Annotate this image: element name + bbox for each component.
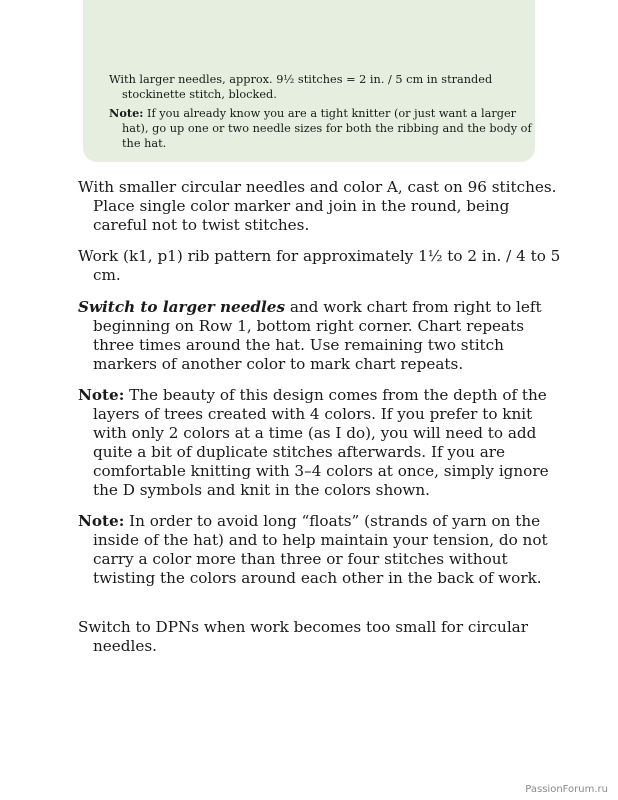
gauge-note-text: If you already know you are a tight knitter (or just want a larger hat), go up one or two needle sizes for both the ribbing and the body of the hat. <box>122 107 532 150</box>
dpn-paragraph: Switch to DPNs when work becomes too small for circular needles. <box>78 618 528 655</box>
rib-paragraph: Work (k1, p1) rib pattern for approximately 1½ to 2 in. / 4 to 5 cm. <box>78 247 561 284</box>
colors-note-text: The beauty of this design comes from the depth of the layers of trees created with 4 colors. If you prefer to knit with only 2 colors at a time (as I do), you will need to add quite a bit of duplicate stitches afterwards. If you are comfortable knitting with 3–4 colors at once, simply ignore the D symbols and knit in the colors shown. <box>93 386 549 499</box>
floats-note-text: In order to avoid long “floats” (strands of yarn on the inside of the hat) and to help maintain your tension, do not carry a color more than three or four stitches without twisting the colors around each other in the back of work. <box>93 512 548 587</box>
switch-needles-text: and work chart from right to left beginning on Row 1, bottom right corner. Chart repeats three times around the hat. Use remaining two stitch markers of another color to mark chart repeats. <box>93 298 542 373</box>
colors-note-paragraph <box>78 386 563 500</box>
switch-needles-paragraph <box>78 298 563 374</box>
floats-note-paragraph <box>78 512 563 588</box>
switch-needles-lead: Switch to larger needles <box>78 298 285 316</box>
floats-note-label: Note: <box>78 512 125 530</box>
gauge-text: With larger needles, approx. 9½ stitches = 2 in. / 5 cm in stranded stockinette stitch, blocked. <box>109 73 493 101</box>
cast-on-paragraph: With smaller circular needles and color A, cast on 96 stitches. Place single color marker and join in the round, being careful not to twist stitches. <box>78 178 557 234</box>
gauge-note <box>109 106 534 151</box>
gauge-note-label: Note: <box>109 106 144 120</box>
colors-note-label: Note: <box>78 386 125 404</box>
watermark: PassionForum.ru <box>525 784 608 795</box>
